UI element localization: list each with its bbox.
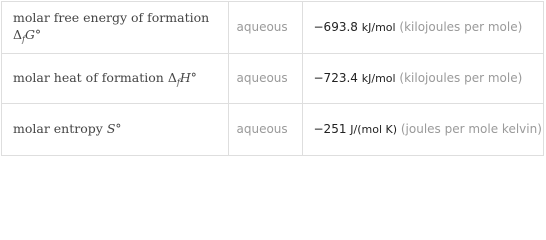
property-name: molar heat of formation (13, 69, 164, 85)
property-symbol: S° (106, 121, 122, 137)
properties-table-frame (1, 1, 544, 156)
table-row (2, 2, 543, 53)
unit-description: (kilojoules per mole) (399, 19, 523, 34)
table-row (2, 103, 543, 155)
unit-description: (kilojoules per mole) (399, 70, 523, 85)
unit-description: (joules per mole kelvin) (400, 121, 542, 136)
state-cell: aqueous (228, 53, 302, 103)
value-unit: J/(mol K) (350, 122, 398, 136)
property-name: molar entropy (13, 121, 103, 137)
property-cell (2, 53, 228, 103)
table-row (2, 53, 543, 103)
value-number: −723.4 (313, 70, 358, 85)
value-cell (302, 103, 543, 155)
property-symbol: $\Delta_fH^\circ$ (167, 69, 197, 87)
value-cell (302, 53, 543, 103)
property-cell (2, 103, 228, 155)
value-unit: kJ/mol (361, 71, 396, 85)
property-cell (2, 2, 228, 53)
property-symbol: $\Delta_fG^\circ$ (13, 27, 41, 45)
value-number: −251 (313, 121, 347, 136)
property-name: molar free energy of formation (13, 10, 210, 26)
state-cell: aqueous (228, 103, 302, 155)
value-number: −693.8 (313, 19, 358, 34)
state-cell: aqueous (228, 2, 302, 53)
value-cell (302, 2, 543, 53)
value-unit: kJ/mol (361, 20, 396, 34)
properties-table (2, 2, 543, 155)
